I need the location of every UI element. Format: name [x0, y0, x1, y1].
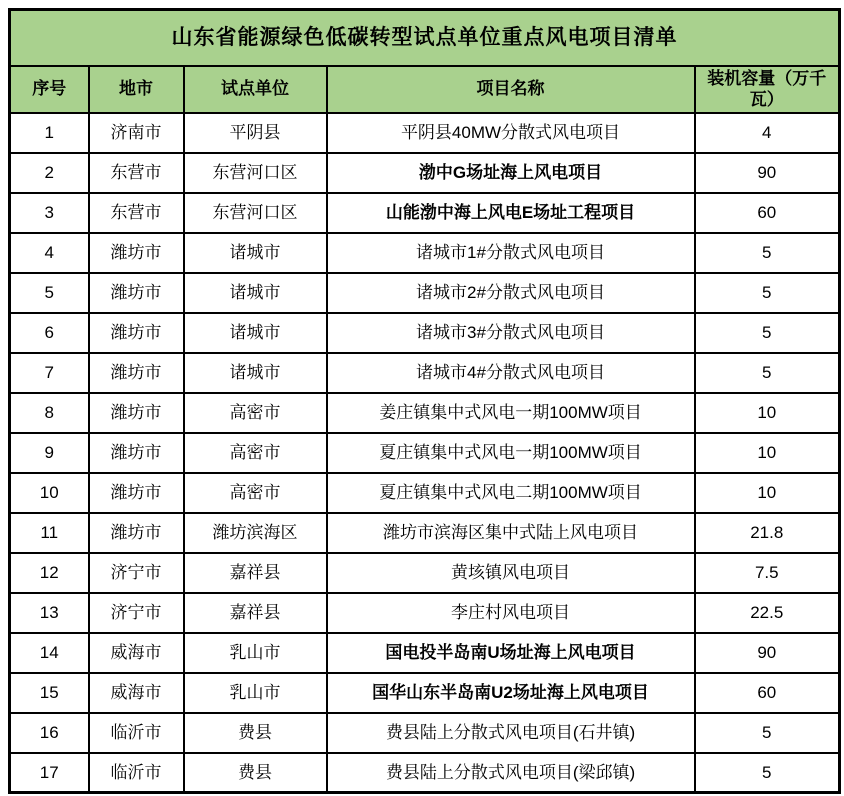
- row-seq-cell: 2: [10, 153, 89, 193]
- table-header-row: [10, 66, 840, 113]
- row-unit-cell: 潍坊滨海区: [184, 513, 327, 553]
- row-unit-cell: 乳山市: [184, 673, 327, 713]
- column-header-seq: 序号: [10, 66, 89, 113]
- column-header-city: 地市: [89, 66, 184, 113]
- row-seq-cell: 17: [10, 753, 89, 793]
- row-city-cell: 潍坊市: [89, 433, 184, 473]
- row-capacity-cell: 10: [695, 473, 840, 513]
- row-city-cell: 潍坊市: [89, 473, 184, 513]
- table-row: [10, 633, 840, 673]
- row-city-cell: 潍坊市: [89, 233, 184, 273]
- row-capacity-cell: 22.5: [695, 593, 840, 633]
- row-unit-cell: 嘉祥县: [184, 593, 327, 633]
- table-row: [10, 433, 840, 473]
- row-city-cell: 济宁市: [89, 553, 184, 593]
- table-row: [10, 113, 840, 153]
- table-row: [10, 153, 840, 193]
- row-city-cell: 潍坊市: [89, 393, 184, 433]
- row-capacity-cell: 5: [695, 353, 840, 393]
- row-seq-cell: 6: [10, 313, 89, 353]
- row-project-cell: 费县陆上分散式风电项目(梁邱镇): [327, 753, 695, 793]
- row-seq-cell: 16: [10, 713, 89, 753]
- row-seq-cell: 8: [10, 393, 89, 433]
- row-capacity-cell: 7.5: [695, 553, 840, 593]
- table-row: [10, 393, 840, 433]
- row-project-cell: 黄垓镇风电项目: [327, 553, 695, 593]
- table-row: [10, 233, 840, 273]
- wind-projects-table: [8, 8, 841, 794]
- row-project-cell: 平阴县40MW分散式风电项目: [327, 113, 695, 153]
- row-seq-cell: 1: [10, 113, 89, 153]
- row-city-cell: 临沂市: [89, 753, 184, 793]
- table-row: [10, 513, 840, 553]
- row-city-cell: 潍坊市: [89, 353, 184, 393]
- row-seq-cell: 13: [10, 593, 89, 633]
- row-capacity-cell: 4: [695, 113, 840, 153]
- row-city-cell: 东营市: [89, 153, 184, 193]
- row-seq-cell: 15: [10, 673, 89, 713]
- row-city-cell: 威海市: [89, 633, 184, 673]
- row-project-cell: 费县陆上分散式风电项目(石井镇): [327, 713, 695, 753]
- table-row: [10, 273, 840, 313]
- row-unit-cell: 高密市: [184, 433, 327, 473]
- row-project-cell: 山能渤中海上风电E场址工程项目: [327, 193, 695, 233]
- row-project-cell: 诸城市1#分散式风电项目: [327, 233, 695, 273]
- table-row: [10, 753, 840, 793]
- row-capacity-cell: 60: [695, 673, 840, 713]
- row-project-cell: 潍坊市滨海区集中式陆上风电项目: [327, 513, 695, 553]
- row-unit-cell: 高密市: [184, 393, 327, 433]
- row-unit-cell: 费县: [184, 713, 327, 753]
- row-capacity-cell: 90: [695, 633, 840, 673]
- row-capacity-cell: 10: [695, 393, 840, 433]
- row-city-cell: 济宁市: [89, 593, 184, 633]
- table-row: [10, 673, 840, 713]
- column-header-unit: 试点单位: [184, 66, 327, 113]
- row-seq-cell: 10: [10, 473, 89, 513]
- row-seq-cell: 14: [10, 633, 89, 673]
- row-capacity-cell: 21.8: [695, 513, 840, 553]
- row-seq-cell: 5: [10, 273, 89, 313]
- row-project-cell: 国电投半岛南U场址海上风电项目: [327, 633, 695, 673]
- table-row: [10, 473, 840, 513]
- row-unit-cell: 嘉祥县: [184, 553, 327, 593]
- row-project-cell: 夏庄镇集中式风电一期100MW项目: [327, 433, 695, 473]
- table-row: [10, 713, 840, 753]
- row-capacity-cell: 60: [695, 193, 840, 233]
- column-header-capacity: 装机容量（万千瓦）: [695, 66, 840, 113]
- row-project-cell: 国华山东半岛南U2场址海上风电项目: [327, 673, 695, 713]
- row-seq-cell: 7: [10, 353, 89, 393]
- row-city-cell: 临沂市: [89, 713, 184, 753]
- row-unit-cell: 乳山市: [184, 633, 327, 673]
- table-body: [10, 113, 840, 793]
- row-project-cell: 诸城市2#分散式风电项目: [327, 273, 695, 313]
- row-city-cell: 东营市: [89, 193, 184, 233]
- row-capacity-cell: 5: [695, 273, 840, 313]
- row-city-cell: 潍坊市: [89, 513, 184, 553]
- table-row: [10, 593, 840, 633]
- row-unit-cell: 东营河口区: [184, 193, 327, 233]
- row-seq-cell: 11: [10, 513, 89, 553]
- row-seq-cell: 12: [10, 553, 89, 593]
- row-city-cell: 潍坊市: [89, 273, 184, 313]
- row-project-cell: 夏庄镇集中式风电二期100MW项目: [327, 473, 695, 513]
- row-capacity-cell: 90: [695, 153, 840, 193]
- row-city-cell: 潍坊市: [89, 313, 184, 353]
- table-title-row: [10, 10, 840, 66]
- row-unit-cell: 费县: [184, 753, 327, 793]
- row-capacity-cell: 5: [695, 713, 840, 753]
- column-header-project: 项目名称: [327, 66, 695, 113]
- row-project-cell: 诸城市3#分散式风电项目: [327, 313, 695, 353]
- row-project-cell: 姜庄镇集中式风电一期100MW项目: [327, 393, 695, 433]
- row-unit-cell: 诸城市: [184, 273, 327, 313]
- row-unit-cell: 诸城市: [184, 313, 327, 353]
- row-unit-cell: 诸城市: [184, 353, 327, 393]
- row-seq-cell: 4: [10, 233, 89, 273]
- row-capacity-cell: 5: [695, 233, 840, 273]
- row-capacity-cell: 10: [695, 433, 840, 473]
- row-capacity-cell: 5: [695, 753, 840, 793]
- row-project-cell: 渤中G场址海上风电项目: [327, 153, 695, 193]
- row-unit-cell: 平阴县: [184, 113, 327, 153]
- row-unit-cell: 诸城市: [184, 233, 327, 273]
- table-row: [10, 313, 840, 353]
- row-seq-cell: 9: [10, 433, 89, 473]
- row-project-cell: 李庄村风电项目: [327, 593, 695, 633]
- table-row: [10, 553, 840, 593]
- row-capacity-cell: 5: [695, 313, 840, 353]
- row-project-cell: 诸城市4#分散式风电项目: [327, 353, 695, 393]
- row-seq-cell: 3: [10, 193, 89, 233]
- row-unit-cell: 高密市: [184, 473, 327, 513]
- table-row: [10, 353, 840, 393]
- row-city-cell: 威海市: [89, 673, 184, 713]
- row-city-cell: 济南市: [89, 113, 184, 153]
- table-row: [10, 193, 840, 233]
- row-unit-cell: 东营河口区: [184, 153, 327, 193]
- table-title: 山东省能源绿色低碳转型试点单位重点风电项目清单: [10, 10, 840, 66]
